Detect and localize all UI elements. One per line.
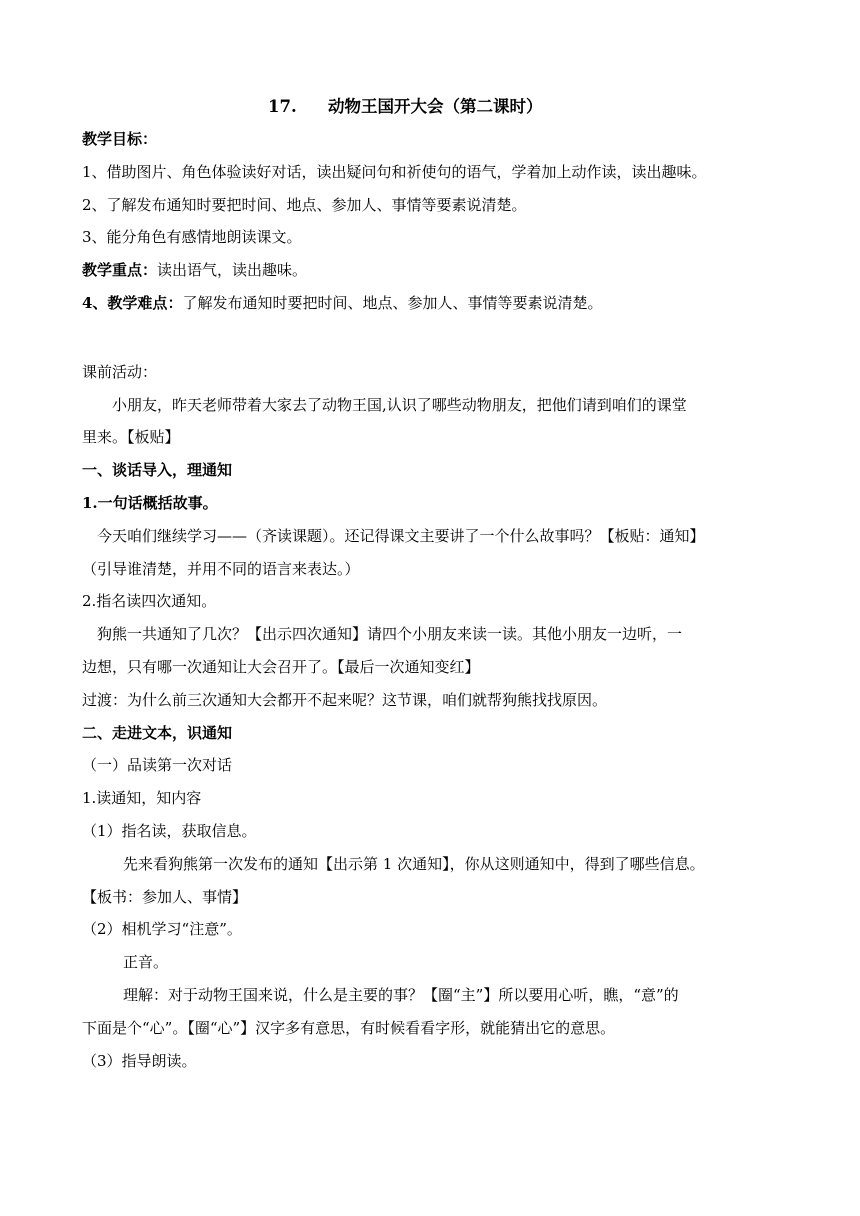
- key-point-label: 教学重点：: [82, 261, 158, 280]
- objective-item-1: 1、借助图片、角色体验读好对话，读出疑问句和祈使句的语气，学着加上动作读，读出趣味。: [82, 162, 707, 181]
- key-point: [82, 254, 782, 287]
- section2-step1-1-line-1: 先来看狗熊第一次发布的通知【出示第 1 次通知】，你从这则通知中，得到了哪些信息。: [123, 854, 705, 873]
- pre-activity-line-1: 小朋友，昨天老师带着大家去了动物王国,认识了哪些动物朋友，把他们请到咱们的课堂: [112, 395, 687, 414]
- section1-sub2: 2.指名读四次通知。: [82, 592, 217, 611]
- objective-item-3: 3、能分角色有感情地朗读课文。: [82, 228, 302, 247]
- objectives-heading: 教学目标：: [82, 130, 158, 148]
- key-point-text: 读出语气，读出趣味。: [157, 261, 308, 280]
- section1-transition: 过渡：为什么前三次通知大会都开不起来呢？这节课，咱们就帮狗熊找找原因。: [82, 690, 608, 709]
- section2-step1-2: （2）相机学习“注意”。: [82, 920, 242, 939]
- difficulty: [82, 287, 782, 320]
- section1-sub1-line-1: 今天咱们继续学习——（齐读课题）。还记得课文主要讲了一个什么故事吗？【板贴：通知】: [97, 526, 705, 545]
- spacer: [82, 320, 782, 356]
- pre-activity-heading: 课前活动：: [82, 362, 158, 381]
- section2-step1-2-a: 正音。: [123, 953, 169, 972]
- page-title: [82, 91, 782, 123]
- section1-sub2-line-2: 边想，只有哪一次通知让大会召开了。【最后一次通知变红】: [82, 657, 480, 676]
- section2-step1-3: （3）指导朗读。: [82, 1051, 197, 1070]
- section2-step1-2-b-line-2: 下面是个“心”。【圈“心”】汉字多有意思，有时候看看字形，就能猜出它的意思。: [82, 1018, 616, 1037]
- section1-sub1-line-2: （引导谁清楚，并用不同的语言来表达。）: [82, 559, 360, 578]
- difficulty-text: 了解发布通知时要把时间、地点、参加人、事情等要素说清楚。: [182, 293, 603, 312]
- section2-heading: 二、走进文本，识通知: [82, 723, 233, 742]
- objective-item-2: 2、了解发布通知时要把时间、地点、参加人、事情等要素说清楚。: [82, 195, 527, 214]
- section2-step1-1-line-2: 【板书：参加人、事情】: [82, 887, 248, 906]
- title-text: 动物王国开大会（第二课时）: [328, 97, 543, 116]
- title-number: 17.: [268, 97, 297, 116]
- pre-activity-line-2: 里来。【板贴】: [82, 428, 180, 447]
- section1-sub1: 1.一句话概括故事。: [82, 493, 218, 512]
- section2-step1-1: （1）指名读，获取信息。: [82, 821, 257, 840]
- section1-sub2-line-1: 狗熊一共通知了几次？【出示四次通知】请四个小朋友来读一读。其他小朋友一边听，一: [97, 625, 683, 644]
- section2-step1: 1.读通知，知内容: [82, 789, 202, 808]
- section1-heading: 一、谈话导入，理通知: [82, 461, 233, 480]
- lesson-plan: [82, 91, 782, 1077]
- section2-part1: （一）品读第一次对话: [82, 756, 233, 775]
- section2-step1-2-b-line-1: 理解：对于动物王国来说，什么是主要的事？【圈“主”】所以要用心听，瞧，“意”的: [123, 985, 679, 1004]
- difficulty-label: 4、教学难点：: [82, 293, 183, 312]
